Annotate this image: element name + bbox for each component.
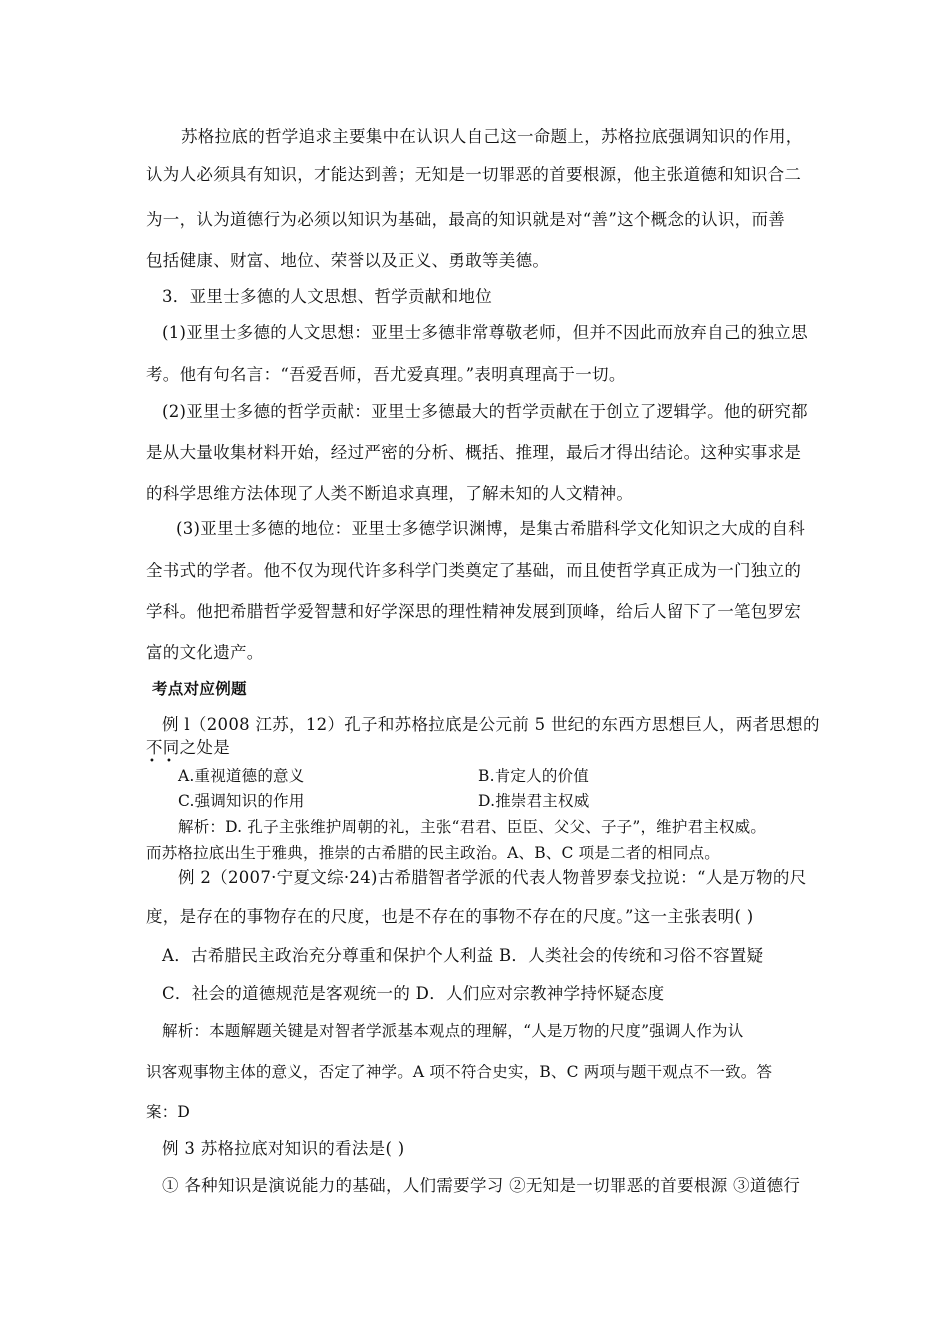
aristotle-thought-line-2: 考。他有句名言：“吾爱吾师，吾尤爱真理。”表明真理高于一切。 xyxy=(146,365,626,384)
aristotle-status-line-4: 富的文化遗产。 xyxy=(146,643,264,662)
emphasis-dot: • xyxy=(166,756,172,767)
example-1-analysis-line-1: 解析：D. 孔子主张维护周朝的礼，主张“君君、臣臣、父父、子子”，维护君主权威。 xyxy=(178,818,767,836)
example-2-options-row-2: C．社会的道德规范是客观统一的 D．人们应对宗教神学持怀疑态度 xyxy=(162,984,665,1003)
socrates-line-4: 包括健康、财富、地位、荣誉以及正义、勇敢等美德。 xyxy=(146,251,550,270)
aristotle-status-line-2: 全书式的学者。他不仅为现代许多科学门类奠定了基础，而且使哲学真正成为一门独立的 xyxy=(146,561,802,580)
aristotle-contribution-line-3: 的科学思维方法体现了人类不断追求真理，了解未知的人文精神。 xyxy=(146,484,634,503)
example-1-option-b: B.肯定人的价值 xyxy=(478,767,589,785)
socrates-line-1: 苏格拉底的哲学追求主要集中在认识人自己这一命题上，苏格拉底强调知识的作用， xyxy=(181,127,803,146)
aristotle-contribution-line-2: 是从大量收集材料开始，经过严密的分析、概括、推理，最后才得出结论。这种实事求是 xyxy=(146,443,802,462)
example-3-options-row-1: ① 各种知识是演说能力的基础，人们需要学习 ②无知是一切罪恶的首要根源 ③道德行 xyxy=(162,1176,801,1195)
example-1-option-d: D.推崇君主权威 xyxy=(478,792,590,810)
aristotle-contribution-line-1: (2)亚里士多德的哲学贡献：亚里士多德最大的哲学贡献在于创立了逻辑学。他的研究都 xyxy=(162,402,808,421)
example-3-stem: 例 3 苏格拉底对知识的看法是( ) xyxy=(162,1139,405,1158)
aristotle-status-line-1: (3)亚里士多德的地位：亚里士多德学识渊博，是集古希腊科学文化知识之大成的自科 xyxy=(176,519,806,538)
example-2-options-row-1: A．古希腊民主政治充分尊重和保护个人利益 B．人类社会的传统和习俗不容置疑 xyxy=(162,946,764,965)
example-1-option-c: C.强调知识的作用 xyxy=(178,792,305,810)
example-1-stem-line-1: 例 l（2008 江苏，12）孔子和苏格拉底是公元前 5 世纪的东西方思想巨人，两者思想的 xyxy=(162,715,820,734)
socrates-line-2: 认为人必须具有知识，才能达到善；无知是一切罪恶的首要根源，他主张道德和知识合二 xyxy=(146,165,802,184)
aristotle-thought-line-1: (1)亚里士多德的人文思想：亚里士多德非常尊敬老师，但并不因此而放弃自己的独立思 xyxy=(162,323,808,342)
example-2-analysis-line-1: 解析：本题解题关键是对智者学派基本观点的理解，“人是万物的尺度”强调人作为认 xyxy=(162,1022,744,1040)
example-2-analysis-line-2: 识客观事物主体的意义，否定了神学。A 项不符合史实，B、C 两项与题干观点不一致。答 xyxy=(146,1063,773,1081)
aristotle-status-line-3: 学科。他把希腊哲学爱智慧和好学深思的理性精神发展到顶峰，给后人留下了一笔包罗宏 xyxy=(146,602,802,621)
example-2-stem-line-2: 度，是存在的事物存在的尺度，也是不存在的事物不存在的尺度。”这一主张表明( ) xyxy=(146,907,754,926)
example-2-analysis-line-3: 案：D xyxy=(146,1103,191,1121)
socrates-line-3: 为一，认为道德行为必须以知识为基础，最高的知识就是对“善”这个概念的认识，而善 xyxy=(146,210,786,229)
emphasis-dot: • xyxy=(149,756,155,767)
example-2-stem-line-1: 例 2（2007·宁夏文综·24)古希腊智者学派的代表人物普罗泰戈拉说：“人是万物的尺 xyxy=(178,868,807,887)
example-1-analysis-line-2: 而苏格拉底出生于雅典，推崇的古希腊的民主政治。A、B、C 项是二者的相同点。 xyxy=(146,844,720,862)
examples-heading: 考点对应例题 xyxy=(152,679,247,698)
section-3-heading: 3．亚里士多德的人文思想、哲学贡献和地位 xyxy=(162,287,492,306)
example-1-option-a: A.重视道德的意义 xyxy=(178,767,305,785)
example-1-stem-line-2: 不同之处是 xyxy=(146,738,230,757)
